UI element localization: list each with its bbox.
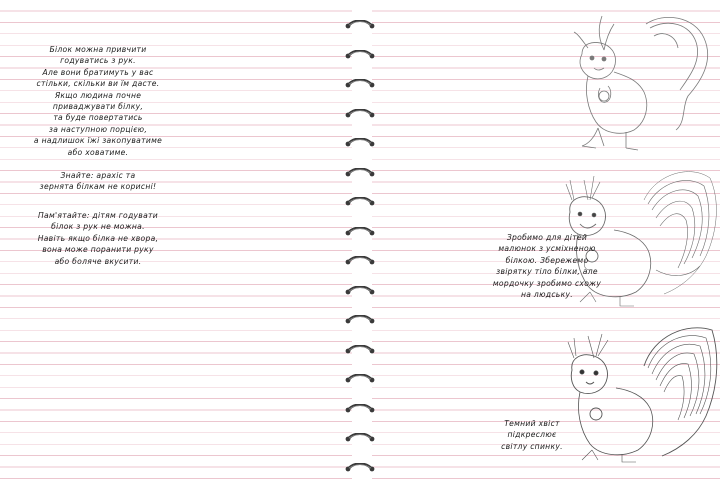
- spiral-ring-icon: [340, 283, 380, 295]
- spiral-ring-icon: [340, 460, 380, 472]
- spiral-ring-icon: [340, 194, 380, 206]
- dark-tail-squirrel-sketch-icon: [560, 316, 720, 466]
- feeding-text-block: [8, 44, 188, 158]
- text-line: мордочку зробимо схожу: [492, 278, 602, 288]
- text-line: стільки, скільки ви їм дасте.: [36, 79, 160, 89]
- text-line: підкреслює: [507, 430, 557, 440]
- text-line: та буде повертатись: [53, 113, 143, 123]
- text-line: або боляче вкусити.: [54, 256, 142, 266]
- text-line: білок з рук не можна.: [51, 222, 145, 232]
- spiral-ring-icon: [340, 76, 380, 88]
- text-line: Темний хвіст: [504, 419, 560, 428]
- left-page: [0, 0, 352, 487]
- text-line: на людську.: [521, 290, 573, 300]
- right-page: [372, 0, 720, 487]
- text-line: Навіть якщо білка не хвора,: [37, 233, 159, 243]
- smiling-squirrel-caption: [482, 232, 612, 300]
- text-line: або ховатиме.: [67, 147, 129, 157]
- spiral-ring-icon: [340, 430, 380, 442]
- spiral-ring-icon: [340, 342, 380, 354]
- spiral-ring-icon: [340, 371, 380, 383]
- text-line: світлу спинку.: [501, 441, 563, 451]
- dark-tail-caption: [492, 418, 572, 452]
- spiral-binding: [340, 0, 380, 487]
- text-line: за наступною порцією,: [48, 124, 148, 134]
- text-line: звірятку тіло білки, але: [496, 267, 598, 277]
- text-line: годуватись з рук.: [60, 56, 136, 66]
- text-line: зернята білкам не корисні!: [39, 182, 157, 192]
- children-warning-block: [8, 210, 188, 267]
- spiral-ring-icon: [340, 165, 380, 177]
- spiral-ring-icon: [340, 17, 380, 29]
- spiral-ring-icon: [340, 135, 380, 147]
- text-line: а надлишок їжі закопуватиме: [33, 136, 163, 146]
- spiral-ring-icon: [340, 312, 380, 324]
- text-line: білкою. Збережемо: [505, 255, 589, 265]
- spiral-ring-icon: [340, 401, 380, 413]
- text-line: Якщо людина почне: [54, 90, 142, 100]
- peanuts-warning-block: [8, 170, 188, 193]
- squirrel-sketch-icon: [564, 10, 720, 160]
- spiral-ring-icon: [340, 47, 380, 59]
- text-line: Білок можна привчити: [49, 45, 147, 54]
- spiral-ring-icon: [340, 224, 380, 236]
- text-line: малюнок з усміхненою: [498, 244, 596, 254]
- spiral-ring-icon: [340, 106, 380, 118]
- text-line: Зробимо для дітей: [506, 233, 588, 242]
- spiral-ring-icon: [340, 253, 380, 265]
- text-line: вона може поранити руку: [42, 245, 154, 255]
- text-line: Але вони братимуть у вас: [42, 67, 154, 77]
- text-line: Пам'ятайте: дітям годувати: [38, 211, 158, 220]
- text-line: Знайте: арахіс та: [60, 171, 136, 180]
- text-line: приваджувати білку,: [52, 102, 144, 112]
